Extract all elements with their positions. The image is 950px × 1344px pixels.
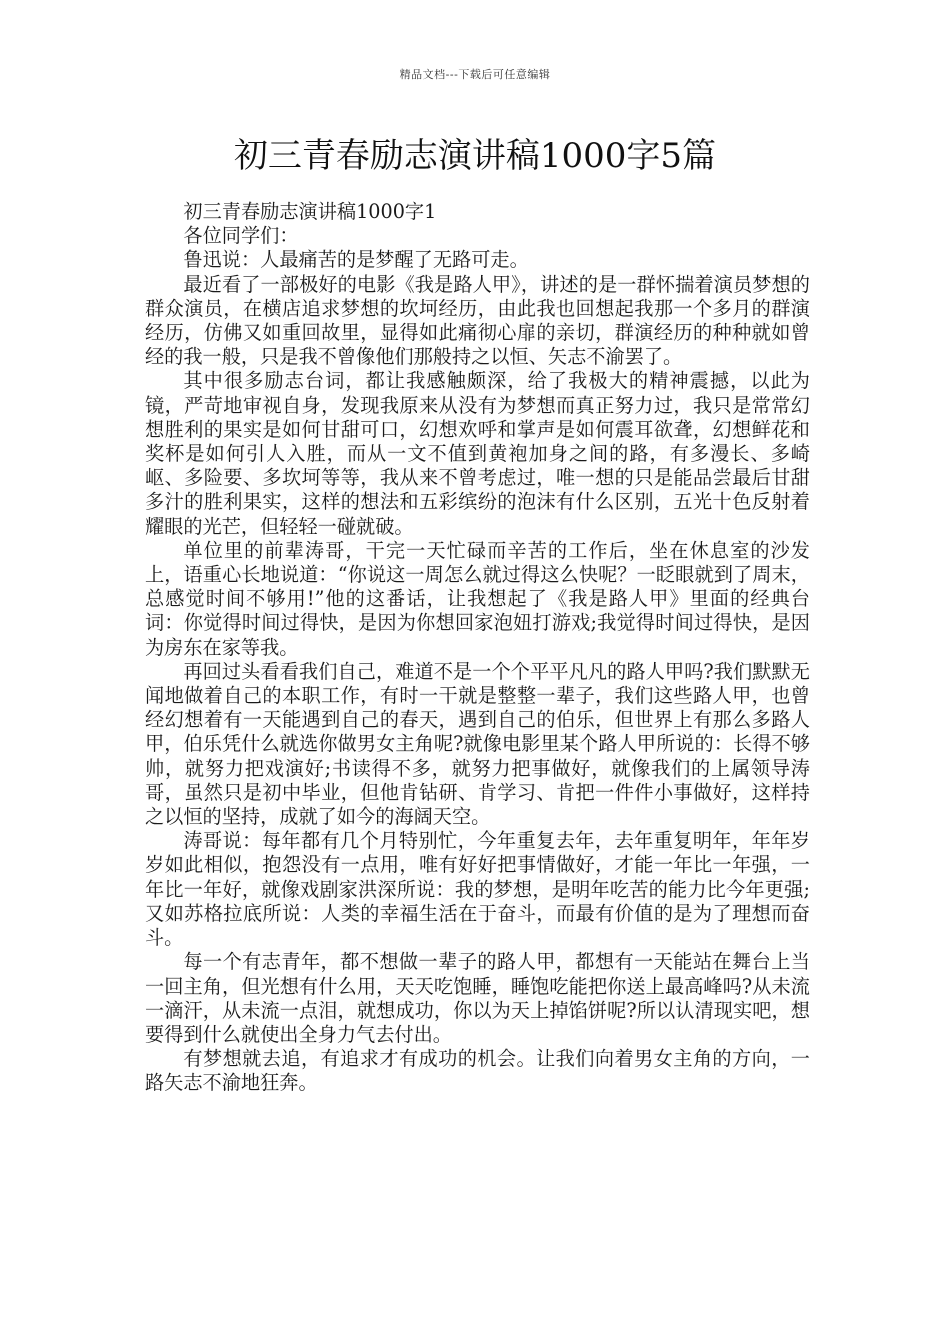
paragraph: 每一个有志青年，都不想做一辈子的路人甲，都想有一天能站在舞台上当一回主角，但光想有什么用，天天吃饱睡，睡饱吃能把你送上最高峰吗?从未流一滴汗，从未流一点泪，就想成功，你以为天上掉馅饼呢?所以认清现实吧，想要得到什么就使出全身力气去付出。 (145, 950, 810, 1046)
paragraph: 有梦想就去追，有追求才有成功的机会。让我们向着男女主角的方向，一路矢志不渝地狂奔。 (145, 1047, 810, 1095)
header-note: 精品文档---下载后可任意编辑 (399, 68, 551, 81)
section-heading: 初三青春励志演讲稿1000字1 (183, 200, 437, 223)
paragraph: 单位里的前辈涛哥，干完一天忙碌而辛苦的工作后，坐在休息室的沙发上，语重心长地说道：“你说这一周怎么就过得这么快呢？一眨眼就到了周末，总感觉时间不够用!”他的这番话，让我想起了《我是路人甲》里面的经典台词：你觉得时间过得快，是因为你想回家泡妞打游戏;我觉得时间过得快，是因为房东在家等我。 (145, 538, 810, 659)
salutation: 各位同学们： (183, 224, 299, 248)
paragraph: 鲁迅说：人最痛苦的是梦醒了无路可走。 (183, 248, 529, 272)
paragraph: 最近看了一部极好的电影《我是路人甲》，讲述的是一群怀揣着演员梦想的群众演员，在横店追求梦想的坎坷经历，由此我也回想起我那一个多月的群演经历，仿佛又如重回故里，显得如此痛彻心扉的亲切，群演经历的种种就如曾经的我一般，只是我不曾像他们那般持之以恒、矢志不渝罢了。 (145, 272, 810, 369)
paragraph: 涛哥说：每年都有几个月特别忙，今年重复去年，去年重复明年，年年岁岁如此相似，抱怨没有一点用，唯有好好把事情做好，才能一年比一年强，一年比一年好，就像戏剧家洪深所说：我的梦想，是明年吃苦的能力比今年更强;又如苏格拉底所说：人类的幸福生活在于奋斗，而最有价值的是为了理想而奋斗。 (145, 829, 810, 950)
paragraph: 再回过头看看我们自己，难道不是一个个平平凡凡的路人甲吗?我们默默无闻地做着自己的本职工作，有时一干就是整整一辈子，我们这些路人甲，也曾经幻想着有一天能遇到自己的春天，遇到自己的伯乐，但世界上有那么多路人甲，伯乐凭什么就选你做男女主角呢?就像电影里某个路人甲所说的：长得不够帅，就努力把戏演好;书读得不多，就努力把事做好，就像我们的上属领导涛哥，虽然只是初中毕业，但他肯钻研、肯学习、肯把一件件小事做好，这样持之以恒的坚持，成就了如今的海阔天空。 (145, 659, 810, 829)
paragraph: 其中很多励志台词，都让我感触颇深，给了我极大的精神震撼，以此为镜，严苛地审视自身，发现我原来从没有为梦想而真正努力过，我只是常常幻想胜利的果实是如何甘甜可口，幻想欢呼和掌声是如何震耳欲聋，幻想鲜花和奖杯是如何引人入胜，而从一文不值到黄袍加身之间的路，有多漫长、多崎岖、多险要、多坎坷等等，我从来不曾考虑过，唯一想的只是能品尝最后甘甜多汁的胜利果实，这样的想法和五彩缤纷的泡沫有什么区别，五光十色反射着耀眼的光芒，但轻轻一碰就破。 (145, 369, 810, 538)
document-body (145, 200, 810, 1096)
document-title: 初三青春励志演讲稿1000字5篇 (233, 136, 717, 176)
